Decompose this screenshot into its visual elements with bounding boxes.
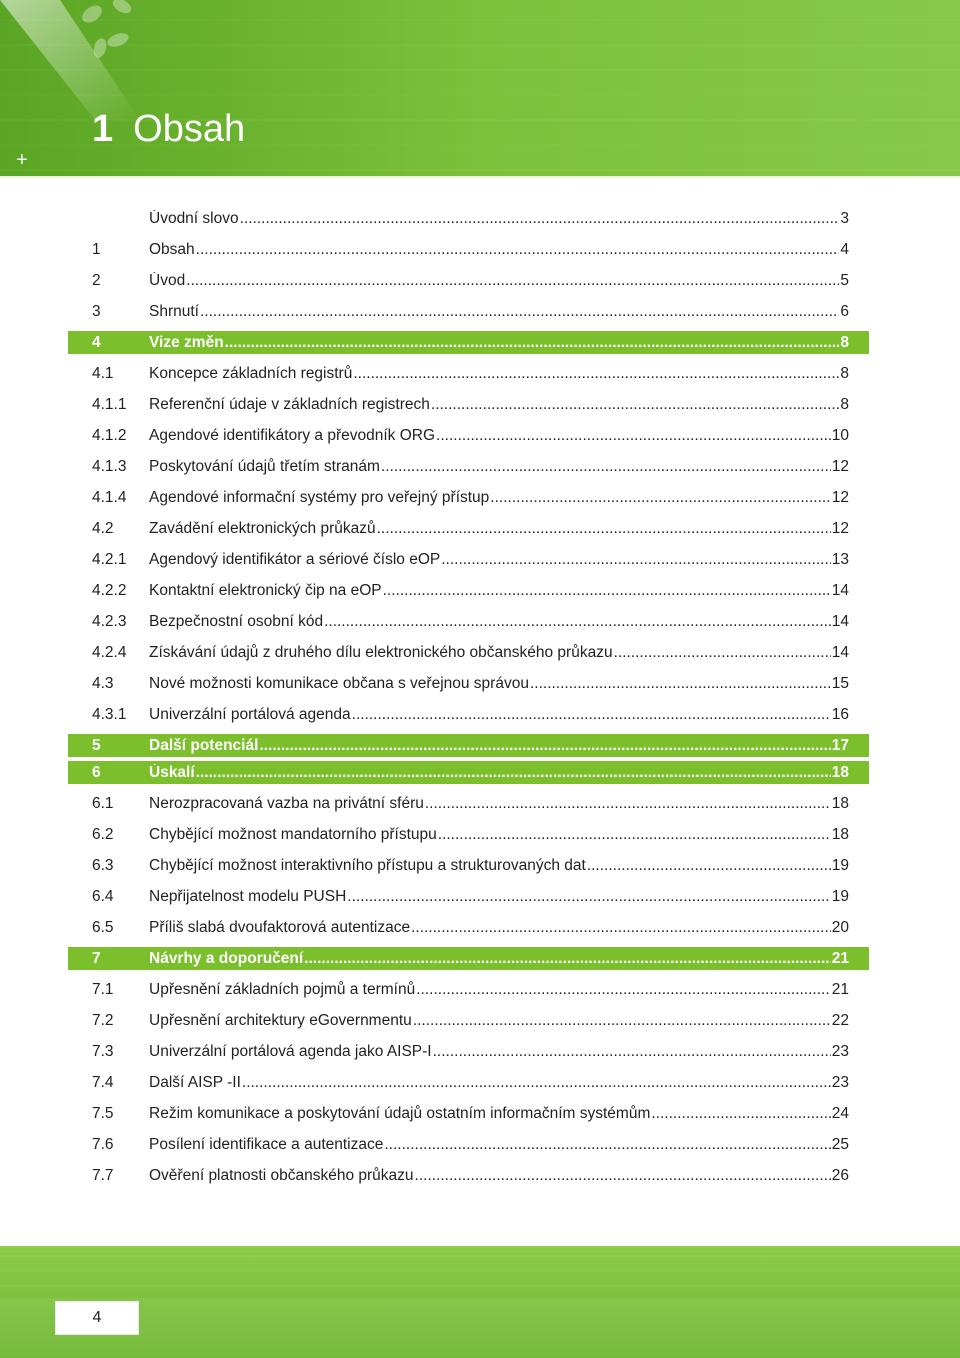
toc-entry-line [149, 427, 849, 445]
toc-leader-dots [383, 582, 831, 600]
toc-entry-number: 1 [92, 240, 101, 258]
toc-entry[interactable] [68, 947, 869, 970]
toc-entry[interactable] [68, 1005, 869, 1036]
chapter-title: Obsah [133, 108, 246, 150]
toc-leader-dots [242, 1074, 831, 1092]
toc-leader-dots [240, 210, 840, 228]
toc-leader-dots [259, 737, 830, 755]
toc-entry-page: 8 [840, 333, 849, 351]
toc-entry[interactable] [68, 699, 869, 730]
toc-entry[interactable] [68, 881, 869, 912]
toc-entry-page: 12 [831, 488, 849, 506]
page-number: 4 [56, 1302, 138, 1334]
toc-entry-page: 3 [840, 209, 849, 227]
toc-entry[interactable] [68, 974, 869, 1005]
toc-entry-title: Získávání údajů z druhého dílu elektronického občanského průkazu [149, 643, 613, 661]
toc-entry-number: 4.2.1 [92, 550, 127, 568]
toc-leader-dots [347, 888, 830, 906]
toc-entry-number: 2 [92, 271, 101, 289]
toc-entry-number: 4.1.1 [92, 395, 127, 413]
toc-entry-title: Agendový identifikátor a sériové číslo eOP [149, 550, 441, 568]
toc-entry-page: 13 [831, 550, 849, 568]
toc-entry-page: 14 [831, 612, 849, 630]
toc-entry-line [149, 857, 849, 875]
toc-entry-page: 14 [831, 581, 849, 599]
toc-entry-line [149, 981, 849, 999]
toc-entry-page: 18 [831, 794, 849, 812]
toc-entry-page: 23 [831, 1073, 849, 1091]
toc-entry-title: Agendové informační systémy pro veřejný přístup [149, 488, 490, 506]
toc-entry-title: Zavádění elektronických průkazů [149, 519, 376, 537]
toc-entry[interactable] [68, 544, 869, 575]
toc-entry-title: Vize změn [149, 333, 224, 351]
toc-entry-number: 4.2 [92, 519, 114, 537]
toc-entry-title: Ověření platnosti občanského průkazu [149, 1166, 414, 1184]
toc-entry[interactable] [68, 482, 869, 513]
toc-entry[interactable] [68, 912, 869, 943]
toc-entry-title: Chybějící možnost mandatorního přístupu [149, 825, 437, 843]
toc-entry[interactable] [68, 1160, 869, 1191]
toc-entry-title: Příliš slabá dvoufaktorová autentizace [149, 918, 411, 936]
toc-leader-dots [225, 334, 840, 352]
toc-entry-number: 7.4 [92, 1073, 114, 1091]
toc-leader-dots [196, 241, 840, 259]
toc-entry-number: 7.2 [92, 1011, 114, 1029]
toc-entry-line [149, 489, 849, 507]
toc-entry-line [149, 365, 849, 383]
toc-entry-page: 14 [831, 643, 849, 661]
toc-entry-page: 21 [831, 980, 849, 998]
toc-entry-number: 7.1 [92, 980, 114, 998]
toc-leader-dots [415, 1167, 831, 1185]
toc-entry-page: 16 [831, 705, 849, 723]
toc-entry-line [149, 950, 849, 968]
toc-entry-title: Úskalí [149, 763, 195, 781]
toc-entry-page: 12 [831, 519, 849, 537]
toc-entry-title: Další AISP -II [149, 1073, 241, 1091]
toc-entry[interactable] [68, 1036, 869, 1067]
toc-leader-dots [384, 1136, 830, 1154]
toc-entry-number: 6 [92, 763, 101, 781]
toc-entry-title: Režim komunikace a poskytování údajů ostatním informačním systémům [149, 1104, 651, 1122]
toc-entry-page: 20 [831, 918, 849, 936]
toc-entry-page: 22 [831, 1011, 849, 1029]
chapter-header [0, 0, 960, 178]
toc-entry-title: Posílení identifikace a autentizace [149, 1135, 384, 1153]
toc-leader-dots [530, 675, 831, 693]
toc-entry-page: 24 [831, 1104, 849, 1122]
toc-entry-number: 6.2 [92, 825, 114, 843]
toc-entry-page: 17 [831, 736, 849, 754]
toc-entry-title: Nové možnosti komunikace občana s veřejnou správou [149, 674, 529, 692]
toc-leader-dots [490, 489, 830, 507]
toc-entry[interactable] [68, 788, 869, 819]
toc-entry-line [149, 644, 849, 662]
toc-entry-number: 6.3 [92, 856, 114, 874]
toc-entry-page: 5 [840, 271, 849, 289]
toc-entry[interactable] [68, 1098, 869, 1129]
toc-entry-line [149, 795, 849, 813]
toc-entry[interactable] [68, 668, 869, 699]
toc-entry-line [149, 888, 849, 906]
toc-entry-number: 4.3 [92, 674, 114, 692]
toc-entry-number: 7.6 [92, 1135, 114, 1153]
toc-entry[interactable] [68, 850, 869, 881]
toc-entry-title: Další potenciál [149, 736, 259, 754]
toc-entry-number: 4.2.4 [92, 643, 127, 661]
toc-entry[interactable] [68, 606, 869, 637]
toc-entry[interactable] [68, 358, 869, 389]
toc-entry-page: 26 [831, 1166, 849, 1184]
toc-entry-line [149, 1167, 849, 1185]
toc-leader-dots [431, 396, 839, 414]
table-of-contents [68, 203, 869, 1191]
toc-entry-page: 21 [831, 949, 849, 967]
toc-entry-line [149, 675, 849, 693]
toc-entry-page: 4 [840, 240, 849, 258]
toc-entry-number: 6.5 [92, 918, 114, 936]
plus-icon: + [16, 149, 28, 171]
toc-entry-page: 18 [831, 763, 849, 781]
toc-entry[interactable] [68, 203, 869, 234]
toc-entry-line [149, 764, 849, 782]
toc-entry[interactable] [68, 637, 869, 668]
toc-entry-line [149, 1012, 849, 1030]
toc-entry-number: 4.1 [92, 364, 114, 382]
toc-entry-line [149, 706, 849, 724]
toc-entry-title: Kontaktní elektronický čip na eOP [149, 581, 382, 599]
footer-band [0, 1246, 960, 1358]
toc-entry[interactable] [68, 575, 869, 606]
toc-entry-number: 3 [92, 302, 101, 320]
toc-entry-line [149, 1074, 849, 1092]
toc-entry-number: 4.2.2 [92, 581, 127, 599]
toc-entry-number: 5 [92, 736, 101, 754]
chapter-number: 1 [92, 108, 114, 150]
toc-entry-page: 19 [831, 887, 849, 905]
toc-entry-number: 4.2.3 [92, 612, 127, 630]
toc-entry-title: Agendové identifikátory a převodník ORG [149, 426, 436, 444]
toc-leader-dots [377, 520, 831, 538]
toc-entry[interactable] [68, 389, 869, 420]
toc-entry[interactable] [68, 1067, 869, 1098]
toc-entry-title: Návrhy a doporučení [149, 949, 304, 967]
toc-entry-line [149, 919, 849, 937]
toc-entry[interactable] [68, 265, 869, 296]
toc-entry-page: 25 [831, 1135, 849, 1153]
toc-entry[interactable] [68, 451, 869, 482]
toc-entry-title: Poskytování údajů třetím stranám [149, 457, 380, 475]
toc-entry-number: 4.1.4 [92, 488, 127, 506]
toc-entry-line [149, 272, 849, 290]
toc-entry-number: 4.1.2 [92, 426, 127, 444]
toc-leader-dots [436, 427, 831, 445]
toc-leader-dots [381, 458, 831, 476]
toc-entry[interactable] [68, 234, 869, 265]
toc-entry-line [149, 210, 849, 228]
toc-entry[interactable] [68, 420, 869, 451]
toc-entry-title: Obsah [149, 240, 195, 258]
toc-leader-dots [651, 1105, 830, 1123]
toc-entry-line [149, 334, 849, 352]
toc-leader-dots [353, 365, 839, 383]
toc-leader-dots [352, 706, 831, 724]
toc-entry[interactable] [68, 819, 869, 850]
toc-entry-number: 7.3 [92, 1042, 114, 1060]
toc-entry-line [149, 303, 849, 321]
toc-entry-line [149, 520, 849, 538]
toc-entry-number: 4 [92, 333, 101, 351]
toc-entry-line [149, 241, 849, 259]
toc-entry[interactable] [68, 513, 869, 544]
toc-entry-page: 12 [831, 457, 849, 475]
toc-leader-dots [324, 613, 831, 631]
toc-leader-dots [587, 857, 831, 875]
toc-entry-title: Chybějící možnost interaktivního přístupu a strukturovaných dat [149, 856, 586, 874]
toc-entry[interactable] [68, 331, 869, 354]
toc-leader-dots [304, 950, 831, 968]
toc-entry-line [149, 1105, 849, 1123]
toc-entry-page: 8 [840, 364, 849, 382]
toc-entry-number: 6.1 [92, 794, 114, 812]
toc-entry[interactable] [68, 1129, 869, 1160]
toc-leader-dots [413, 1012, 831, 1030]
toc-entry-title: Koncepce základních registrů [149, 364, 353, 382]
toc-leader-dots [411, 919, 831, 937]
toc-entry-title: Upřesnění základních pojmů a termínů [149, 980, 416, 998]
page-title [92, 108, 245, 151]
toc-entry-line [149, 1136, 849, 1154]
toc-entry-page: 15 [831, 674, 849, 692]
toc-entry-title: Referenční údaje v základních registrech [149, 395, 430, 413]
toc-entry-line [149, 582, 849, 600]
toc-entry-title: Univerzální portálová agenda jako AISP-I [149, 1042, 432, 1060]
toc-entry-page: 8 [840, 395, 849, 413]
toc-entry[interactable] [68, 734, 869, 757]
toc-entry-page: 19 [831, 856, 849, 874]
toc-entry-number: 7.5 [92, 1104, 114, 1122]
toc-leader-dots [438, 826, 831, 844]
header-background [0, 0, 960, 178]
toc-entry-number: 7.7 [92, 1166, 114, 1184]
toc-leader-dots [186, 272, 839, 290]
toc-entry-number: 4.3.1 [92, 705, 127, 723]
toc-entry-number: 4.1.3 [92, 457, 127, 475]
toc-entry-line [149, 1043, 849, 1061]
toc-entry-page: 18 [831, 825, 849, 843]
toc-entry-number: 7 [92, 949, 101, 967]
toc-entry-title: Nepřijatelnost modelu PUSH [149, 887, 347, 905]
toc-entry-page: 6 [840, 302, 849, 320]
toc-entry-title: Bezpečnostní osobní kód [149, 612, 324, 630]
toc-entry-title: Shrnutí [149, 302, 199, 320]
toc-entry-title: Upřesnění architektury eGovernmentu [149, 1011, 412, 1029]
toc-entry-line [149, 458, 849, 476]
toc-entry-title: Úvod [149, 271, 186, 289]
toc-entry-page: 23 [831, 1042, 849, 1060]
toc-entry-line [149, 826, 849, 844]
toc-leader-dots [433, 1043, 831, 1061]
toc-entry-title: Nerozpracovaná vazba na privátní sféru [149, 794, 424, 812]
toc-leader-dots [425, 795, 831, 813]
toc-leader-dots [416, 981, 831, 999]
toc-leader-dots [614, 644, 831, 662]
toc-entry-line [149, 551, 849, 569]
toc-entry-title: Univerzální portálová agenda [149, 705, 351, 723]
toc-entry-number: 6.4 [92, 887, 114, 905]
toc-entry-title: Úvodní slovo [149, 209, 239, 227]
toc-entry-page: 10 [831, 426, 849, 444]
toc-entry-line [149, 737, 849, 755]
toc-leader-dots [200, 303, 839, 321]
toc-leader-dots [441, 551, 831, 569]
toc-entry-line [149, 613, 849, 631]
toc-entry-line [149, 396, 849, 414]
toc-entry[interactable] [68, 296, 869, 327]
toc-leader-dots [196, 764, 831, 782]
toc-entry[interactable] [68, 761, 869, 784]
